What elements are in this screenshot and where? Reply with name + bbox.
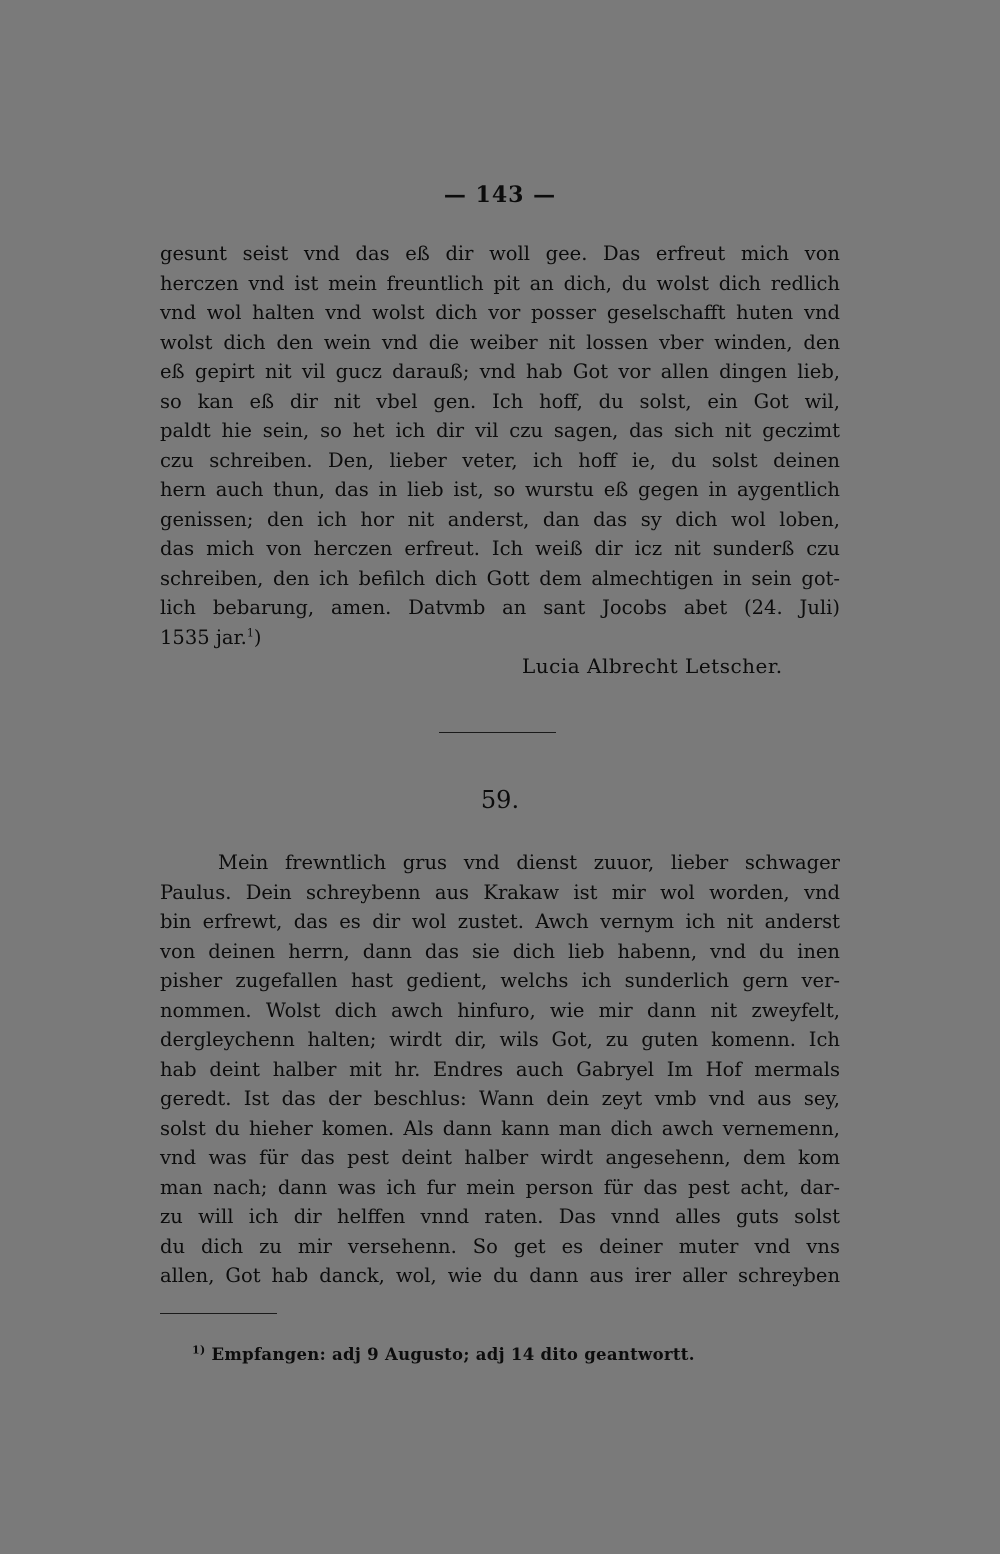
text-line: nommen. Wolst dich awch hinfuro, wie mir dann nit zweyfelt, xyxy=(160,998,840,1022)
text-line: du dich zu mir versehenn. So get es deiner muter vnd vns xyxy=(160,1234,840,1258)
footnote xyxy=(192,1345,695,1364)
text-line: gesunt seist vnd das eß dir woll gee. Das erfreut mich von xyxy=(160,242,840,265)
text-line: lich bebarung, amen. Datvmb an sant Jocobs abet (24. Juli) xyxy=(160,596,840,619)
text-line: herczen vnd ist mein freuntlich pit an dich, du wolst dich redlich xyxy=(160,271,840,295)
text-line: vnd was für das pest deint halber wirdt angesehenn, dem kom xyxy=(160,1146,840,1169)
text-line: Mein frewntlich grus vnd dienst zuuor, lieber schwager xyxy=(218,851,840,874)
section-divider xyxy=(439,732,556,733)
text-line: wolst dich den wein vnd die weiber nit lossen vber winden, den xyxy=(160,330,840,354)
text-line: zu will ich dir helffen vnnd raten. Das vnnd alles guts solst xyxy=(160,1205,840,1228)
text-line: hern auch thun, das in lieb ist, so wurstu eß gegen in aygentlich xyxy=(160,478,840,501)
footnote-marker: 1) xyxy=(192,1343,206,1357)
text-line: bin erfrewt, das es dir wol zustet. Awch vernym ich nit anderst xyxy=(160,910,840,933)
text-line: das mich von herczen erfreut. Ich weiß dir icz nit sunderß czu xyxy=(160,537,840,560)
letter-59 xyxy=(160,848,840,1291)
text-line: paldt hie sein, so het ich dir vil czu sagen, das sich nit geczimt xyxy=(160,419,840,442)
footnote-reference[interactable]: 1 xyxy=(246,626,254,639)
text-line: solst du hieher komen. Als dann kann man dich awch vernemenn, xyxy=(160,1116,840,1140)
section-number: 59. xyxy=(480,786,520,814)
text-line: dergleychenn halten; wirdt dir, wils Got, zu guten komenn. Ich xyxy=(160,1028,840,1051)
signature: Lucia Albrecht Letscher. xyxy=(522,654,783,678)
footnote-text: Empfangen: adj 9 Augusto; adj 14 dito geantwortt. xyxy=(211,1345,695,1364)
text-line: so kan eß dir nit vbel gen. Ich hoff, du solst, ein Got wil, xyxy=(160,389,840,413)
date-line: 1535 jar. xyxy=(160,625,247,649)
text-line: eß gepirt nit vil gucz darauß; vnd hab Got vor allen dingen lieb, xyxy=(160,360,840,383)
text-line-last: 1535 jar.$^1$) xyxy=(160,625,262,649)
text-line: genissen; den ich hor nit anderst, dan das sy dich wol loben, xyxy=(160,507,840,531)
text-line: von deinen herrn, dann das sie dich lieb habenn, vnd du inen xyxy=(160,939,840,963)
text-line: geredt. Ist das der beschlus: Wann dein zeyt vmb vnd aus sey, xyxy=(160,1087,840,1110)
text-line: pisher zugefallen hast gedient, welchs ich sunderlich gern ver- xyxy=(160,969,840,992)
footnote-rule xyxy=(160,1313,277,1314)
text-line: czu schreiben. Den, lieber veter, ich hoff ie, du solst deinen xyxy=(160,448,840,472)
text-line: Paulus. Dein schreybenn aus Krakaw ist mir wol worden, vnd xyxy=(160,880,840,904)
page-number: — 143 — xyxy=(443,182,557,208)
text-line: hab deint halber mit hr. Endres auch Gabryel Im Hof mermals xyxy=(160,1057,840,1081)
letter-58-continuation xyxy=(160,239,840,652)
text-line: vnd wol halten vnd wolst dich vor posser geselschafft huten vnd xyxy=(160,301,840,324)
text-line: schreiben, den ich befilch dich Gott dem almechtigen in sein got- xyxy=(160,566,840,590)
text-line: allen, Got hab danck, wol, wie du dann aus irer aller schreyben xyxy=(160,1264,840,1287)
text-line: man nach; dann was ich fur mein person für das pest acht, dar- xyxy=(160,1175,840,1199)
